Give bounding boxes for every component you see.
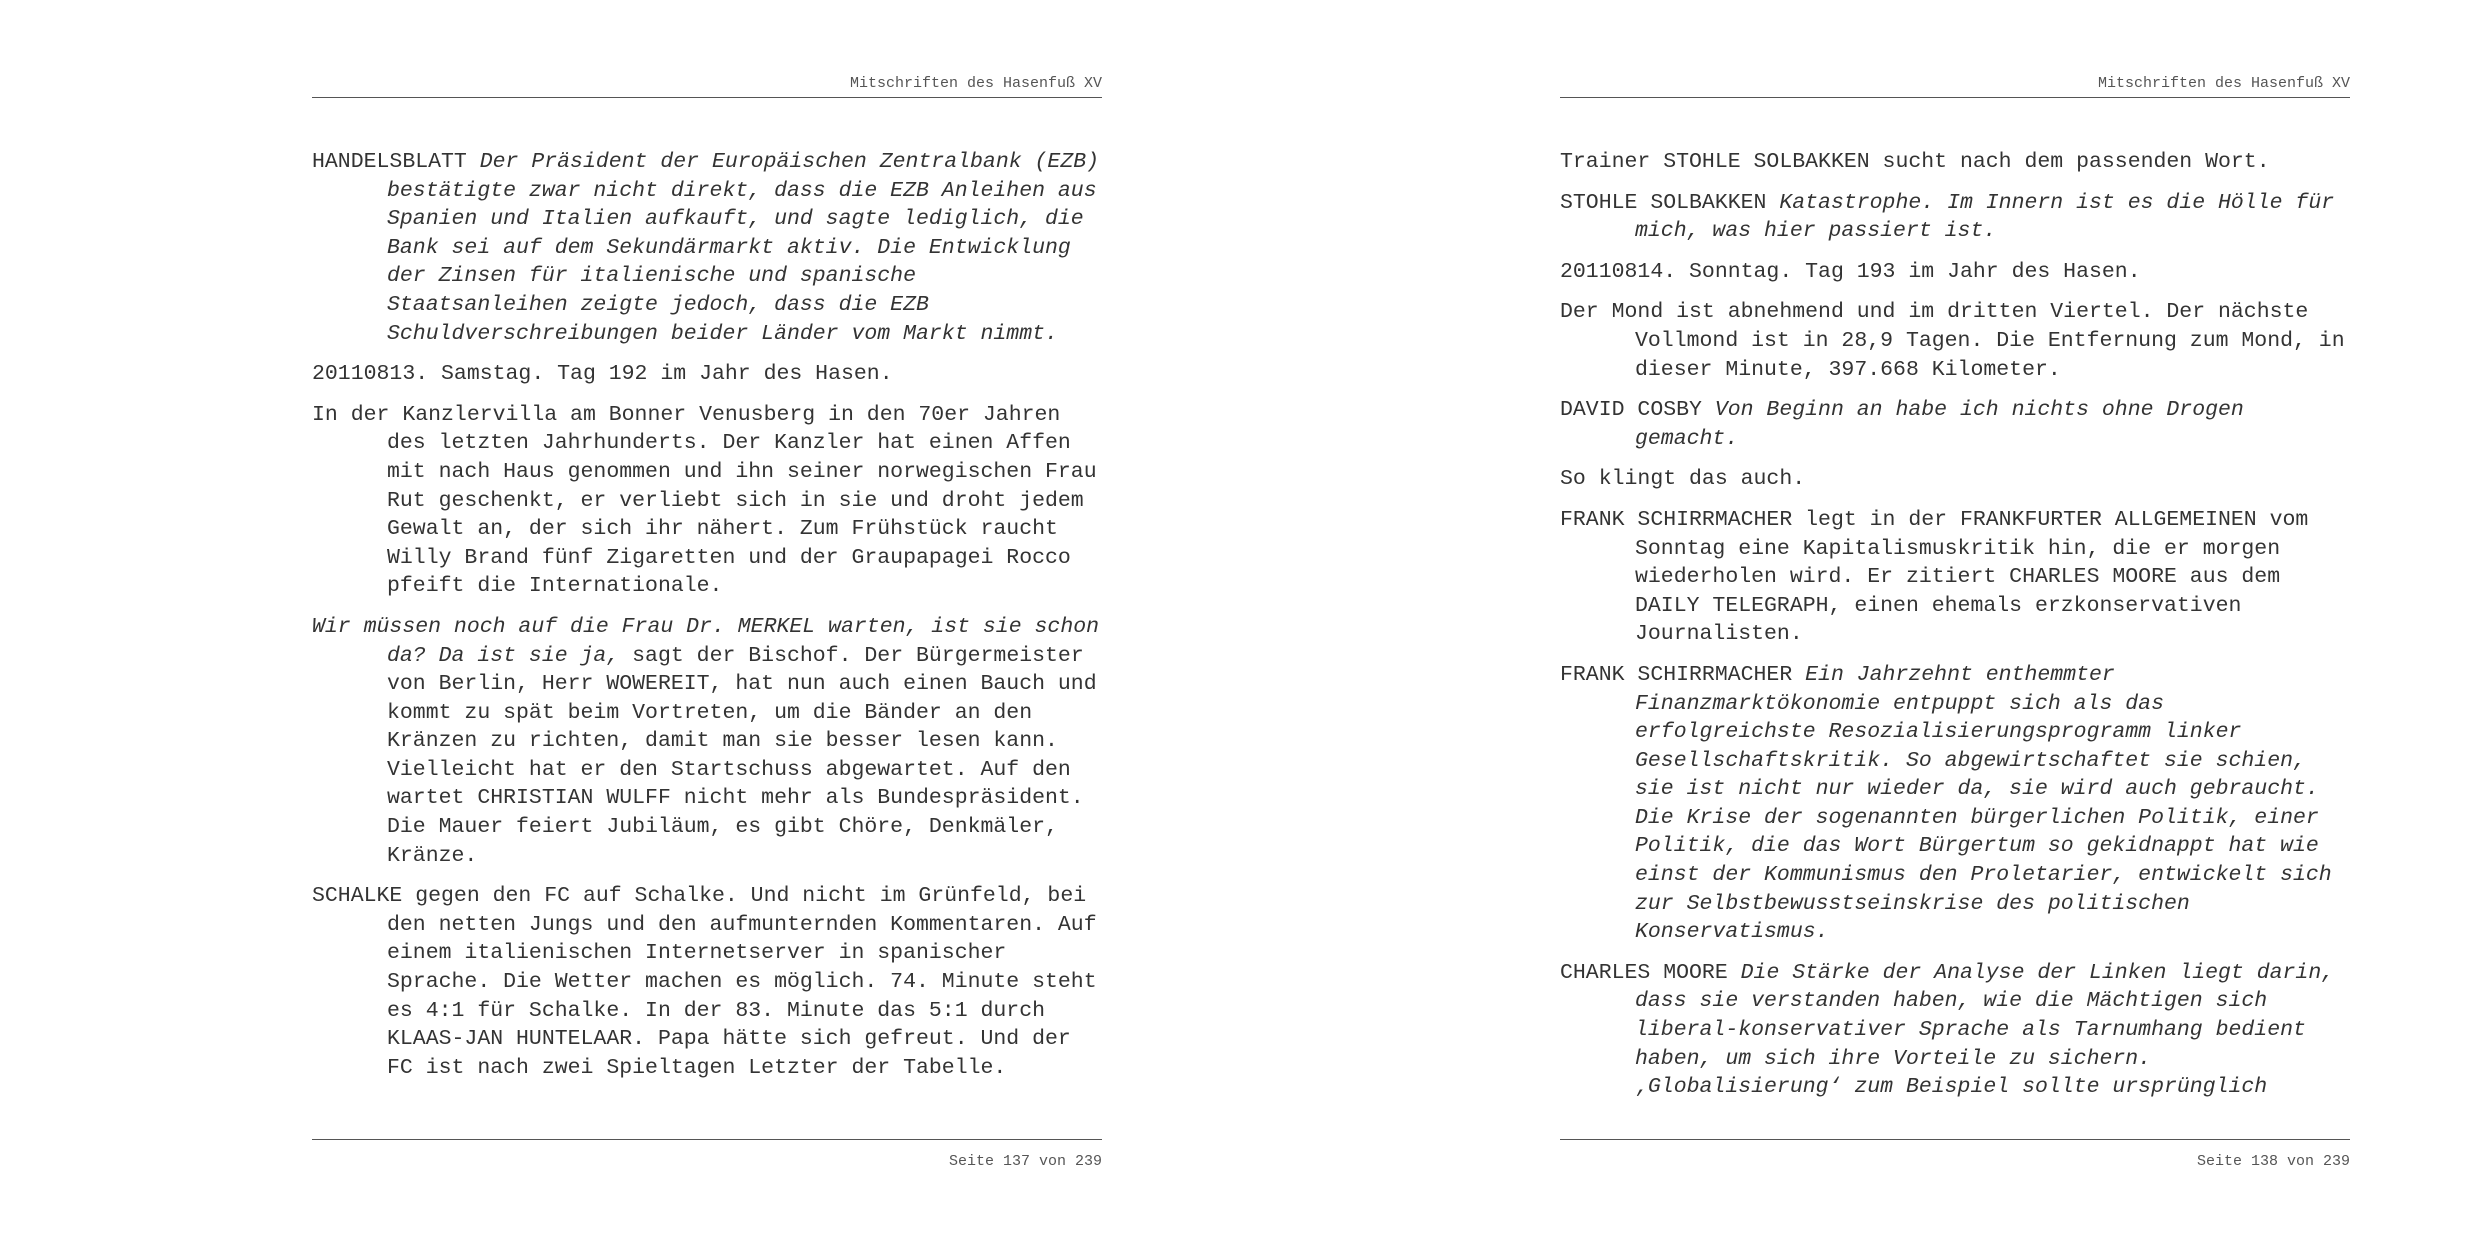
para-solbakken xyxy=(1560,189,2350,246)
footer-rule xyxy=(312,1139,1102,1140)
para-klingt: So klingt das auch. xyxy=(1560,467,1806,492)
speaker-name: HANDELSBLATT xyxy=(312,150,480,174)
left-page xyxy=(312,0,1102,1240)
para-schirrmacher-2 xyxy=(1560,661,2350,947)
para-date-20110813: 20110813. Samstag. Tag 192 im Jahr des Hasen. xyxy=(312,362,893,387)
speaker-name: DAVID COSBY xyxy=(1560,398,1715,423)
speaker-name: FRANK SCHIRRMACHER xyxy=(1560,662,1806,687)
para-handelsblatt xyxy=(312,148,1102,348)
para-date-20110814: 20110814. Sonntag. Tag 193 im Jahr des Hasen. xyxy=(1560,259,2141,284)
running-header: Mitschriften des Hasenfuß XV xyxy=(849,75,1102,92)
page-body xyxy=(1560,148,2350,1114)
para-trainer: Trainer STOHLE SOLBAKKEN sucht nach dem passenden Wort. xyxy=(1560,150,2270,174)
page-number: Seite 138 von 239 xyxy=(2196,1153,2350,1170)
header-rule xyxy=(1560,97,2350,98)
speaker-name: CHARLES MOORE xyxy=(1560,960,1741,985)
quote-text: Ein Jahrzehnt enthemmter Finanzmarktökonomie entpuppt sich als das erfolgreichste Resozialisierungsprogramm linker Gesellschaftskritik. So abgewirtschaftet sie schien, sie ist nicht nur wieder da, sie wird auch gebraucht. Die Krise der sogenannten bürgerlichen Politik, einer Politik, die das Wort Bürgertum so gekidnappt hat wie einst der Kommunismus den Proletarier, entwickelt sich zur Selbstbewusstseinskrise des politischen Konservatismus. xyxy=(1635,662,2332,945)
quote-text: Von Beginn an habe ich nichts ohne Drogen gemacht. xyxy=(1635,398,2244,451)
para-cosby xyxy=(1560,396,2350,453)
para-mond: Der Mond ist abnehmend und im dritten Viertel. Der nächste Vollmond ist in 28,9 Tagen. Die Entfernung zum Mond, in dieser Minute, 397.668 Kilometer. xyxy=(1560,300,2345,382)
right-page xyxy=(1560,0,2350,1240)
para-schalke: SCHALKE gegen den FC auf Schalke. Und nicht im Grünfeld, bei den netten Jungs und den aufmunternden Kommentaren. Auf einem italienischen Internetserver in spanischer Sprache. Die Wetter machen es möglich. 74. Minute steht es 4:1 für Schalke. In der 83. Minute das 5:1 durch KLAAS-JAN HUNTELAAR. Papa hätte sich gefreut. Und der FC ist nach zwei Spieltagen Letzter der Tabelle. xyxy=(312,884,1097,1080)
quote-text: Wir müssen noch auf die Frau Dr. MERKEL warten, ist sie schon da? Da ist sie ja, xyxy=(312,614,1100,668)
para-moore xyxy=(1560,959,2350,1102)
running-header: Mitschriften des Hasenfuß XV xyxy=(2097,75,2350,92)
footer-rule xyxy=(1560,1139,2350,1140)
quote-text: Der Präsident der Europäischen Zentralbank (EZB) bestätigte zwar nicht direkt, dass die EZB Anleihen aus Spanien und Italien aufkauft, und sagte lediglich, die Bank sei auf dem Sekundärmarkt aktiv. Die Entwicklung der Zinsen für italienische und spanische Staatsanleihen zeigte jedoch, dass die EZB Schuldverschreibungen beider Länder vom Markt nimmt. xyxy=(387,150,1100,346)
speaker-name: STOHLE SOLBAKKEN xyxy=(1560,190,1780,215)
para-merkel xyxy=(312,613,1102,870)
body-text: sagt der Bischof. Der Bürgermeister von Berlin, Herr WOWEREIT, hat nun auch einen Bauch und kommt zu spät beim Vortreten, um die Bänder an den Kränzen zu richten, damit man sie besser lesen kann. Vielleicht hat er den Startschuss abgewartet. Auf den wartet CHRISTIAN WULFF nicht mehr als Bundespräsident. Die Mauer feiert Jubiläum, es gibt Chöre, Denkmäler, Kränze. xyxy=(387,643,1097,868)
para-schirrmacher-1: FRANK SCHIRRMACHER legt in der FRANKFURTER ALLGEMEINEN vom Sonntag eine Kapitalismuskritik hin, die er morgen wiederholen wird. Er zitiert CHARLES MOORE aus dem DAILY TELEGRAPH, einen ehemals erzkonservativen Journalisten. xyxy=(1560,507,2309,647)
para-kanzlervilla: In der Kanzlervilla am Bonner Venusberg in den 70er Jahren des letzten Jahrhunderts. Der Kanzler hat einen Affen mit nach Haus genommen und ihn seiner norwegischen Frau Rut geschenkt, er verliebt sich in sie und droht jedem Gewalt an, der sich ihr nähert. Zum Frühstück raucht Willy Brand fünf Zigaretten und der Graupapagei Rocco pfeift die Internationale. xyxy=(312,402,1097,599)
quote-text: Katastrophe. Im Innern ist es die Hölle für mich, was hier passiert ist. xyxy=(1635,190,2335,244)
page-number: Seite 137 von 239 xyxy=(948,1153,1102,1170)
header-rule xyxy=(312,97,1102,98)
quote-text: Die Stärke der Analyse der Linken liegt darin, dass sie verstanden haben, wie die Mächtigen sich liberal-konservativer Sprache als Tarnumhang bedient haben, um sich ihre Vorteile zu sichern. ‚Globalisierung‘ zum Beispiel sollte ursprünglich xyxy=(1635,960,2335,1100)
page-body xyxy=(312,148,1102,1094)
